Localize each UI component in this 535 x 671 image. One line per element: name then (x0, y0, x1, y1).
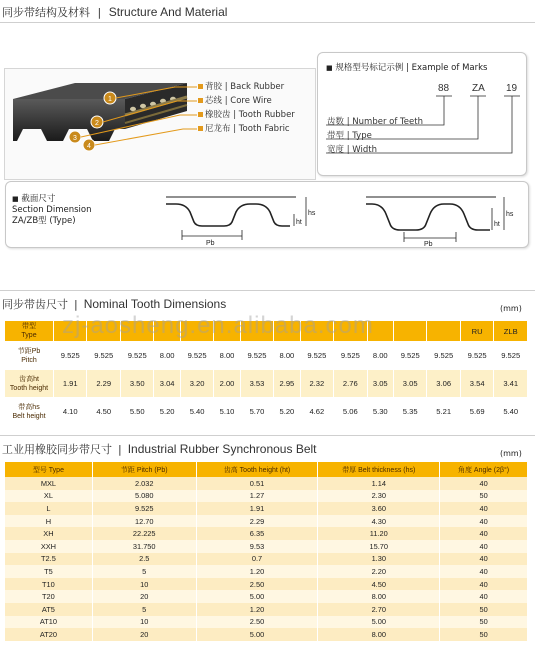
table-row: 齿高ht Tooth height 1.91 2.29 3.50 3.04 3.20 2.00 3.53 2.95 2.32 2.76 3.05 3.05 3.06 3.54 3.41 (5, 370, 528, 398)
structure-title: 同步带结构及材料 | Structure And Material (2, 5, 228, 19)
section-dimension-box (5, 181, 529, 248)
table-row: L 9.525 1.91 3.60 40 (5, 502, 528, 515)
watermark: zj-aosheng.en.alibaba.com (62, 312, 374, 339)
row-label-belt-height: 带高hs Belt height (5, 398, 54, 426)
table-row: XL 5.080 1.27 2.30 50 (5, 490, 528, 503)
mark-type: ZA (472, 83, 485, 94)
nominal-title: 同步带齿尺寸 | Nominal Tooth Dimensions (2, 297, 227, 311)
table-row: 带型 Type RU ZLB (5, 321, 528, 342)
divider (0, 435, 535, 436)
table-row: T20 20 5.00 8.00 40 (5, 590, 528, 603)
table-row: 节距Pb Pitch 9.525 9.525 9.525 8.00 9.525 8.00 9.525 8.00 9.525 9.525 8.00 9.525 9.525 9.525 9.525 (5, 342, 528, 370)
marks-title: ■ 规格型号标记示例 | Example of Marks (326, 63, 488, 73)
nominal-unit: (mm) (500, 304, 522, 313)
table-row: XXH 31.750 9.53 15.70 40 (5, 540, 528, 553)
section-dimension-title: ■ 截面尺寸 Section Dimension ZA/ZB型 (Type) (12, 194, 92, 226)
table-row: 带高hs Belt height 4.10 4.50 5.50 5.20 5.40 5.10 5.70 5.20 4.62 5.06 5.30 5.35 5.21 5.69 5.40 (5, 398, 528, 426)
callout-4: 4 (87, 143, 91, 150)
table-row: XH 22.225 6.35 11.20 40 (5, 527, 528, 540)
marks-bracket-lines (318, 53, 526, 175)
divider (0, 22, 535, 23)
industrial-unit: (mm) (500, 449, 522, 458)
label-width: 宽度 | Width (327, 145, 377, 155)
row-label-pitch: 节距Pb Pitch (5, 342, 54, 370)
row-label-type: 带型 Type (5, 321, 54, 342)
row-label-tooth-height: 齿高ht Tooth height (5, 370, 54, 398)
table-row: AT20 20 5.00 8.00 50 (5, 628, 528, 641)
ht-label-2: ht (494, 221, 500, 228)
ht-label-1: ht (296, 219, 302, 226)
label-type: 带型 | Type (327, 131, 372, 141)
pb-label-2: Pb (424, 241, 433, 247)
structure-title-cn: 同步带结构及材料 (2, 6, 90, 19)
mark-width: 19 (506, 83, 518, 94)
table-header-row: 型号 Type 节距 Pitch (Pb) 齿高 Tooth height (ht) 带厚 Belt thickness (hs) 角度 Angle (2β°) (5, 462, 528, 477)
legend-back-rubber: 背胶 | Back Rubber (205, 82, 285, 92)
callout-1: 1 (108, 96, 112, 103)
table-row: T2.5 2.5 0.7 1.30 40 (5, 553, 528, 566)
callout-2: 2 (95, 120, 99, 127)
hs-label-2: hs (506, 211, 514, 218)
table-row: MXL 2.032 0.51 1.14 40 (5, 477, 528, 490)
industrial-table (4, 462, 528, 641)
label-number-of-teeth: 齿数 | Number of Teeth (327, 117, 423, 127)
divider (0, 290, 535, 291)
table-row: AT10 10 2.50 5.00 50 (5, 616, 528, 629)
callout-3: 3 (73, 135, 77, 142)
mark-teeth: 88 (438, 83, 450, 94)
hs-label-1: hs (308, 210, 316, 217)
legend-tooth-rubber: 橡胶齿 | Tooth Rubber (205, 110, 295, 120)
legend-tooth-fabric: 尼龙布 | Tooth Fabric (205, 124, 290, 134)
tooth-profile-diagrams (6, 182, 528, 247)
legend-core-wire: 芯线 | Core Wire (205, 96, 272, 106)
structure-title-en: Structure And Material (108, 5, 228, 19)
industrial-title: 工业用橡胶同步带尺寸 | Industrial Rubber Synchronous Belt (2, 442, 317, 456)
table-row: AT5 5 1.20 2.70 50 (5, 603, 528, 616)
table-row: T10 10 2.50 4.50 40 (5, 578, 528, 591)
pb-label-1: Pb (206, 240, 215, 247)
marks-box (317, 52, 527, 176)
table-row: T5 5 1.20 2.20 40 (5, 565, 528, 578)
table-row: H 12.70 2.29 4.30 40 (5, 515, 528, 528)
